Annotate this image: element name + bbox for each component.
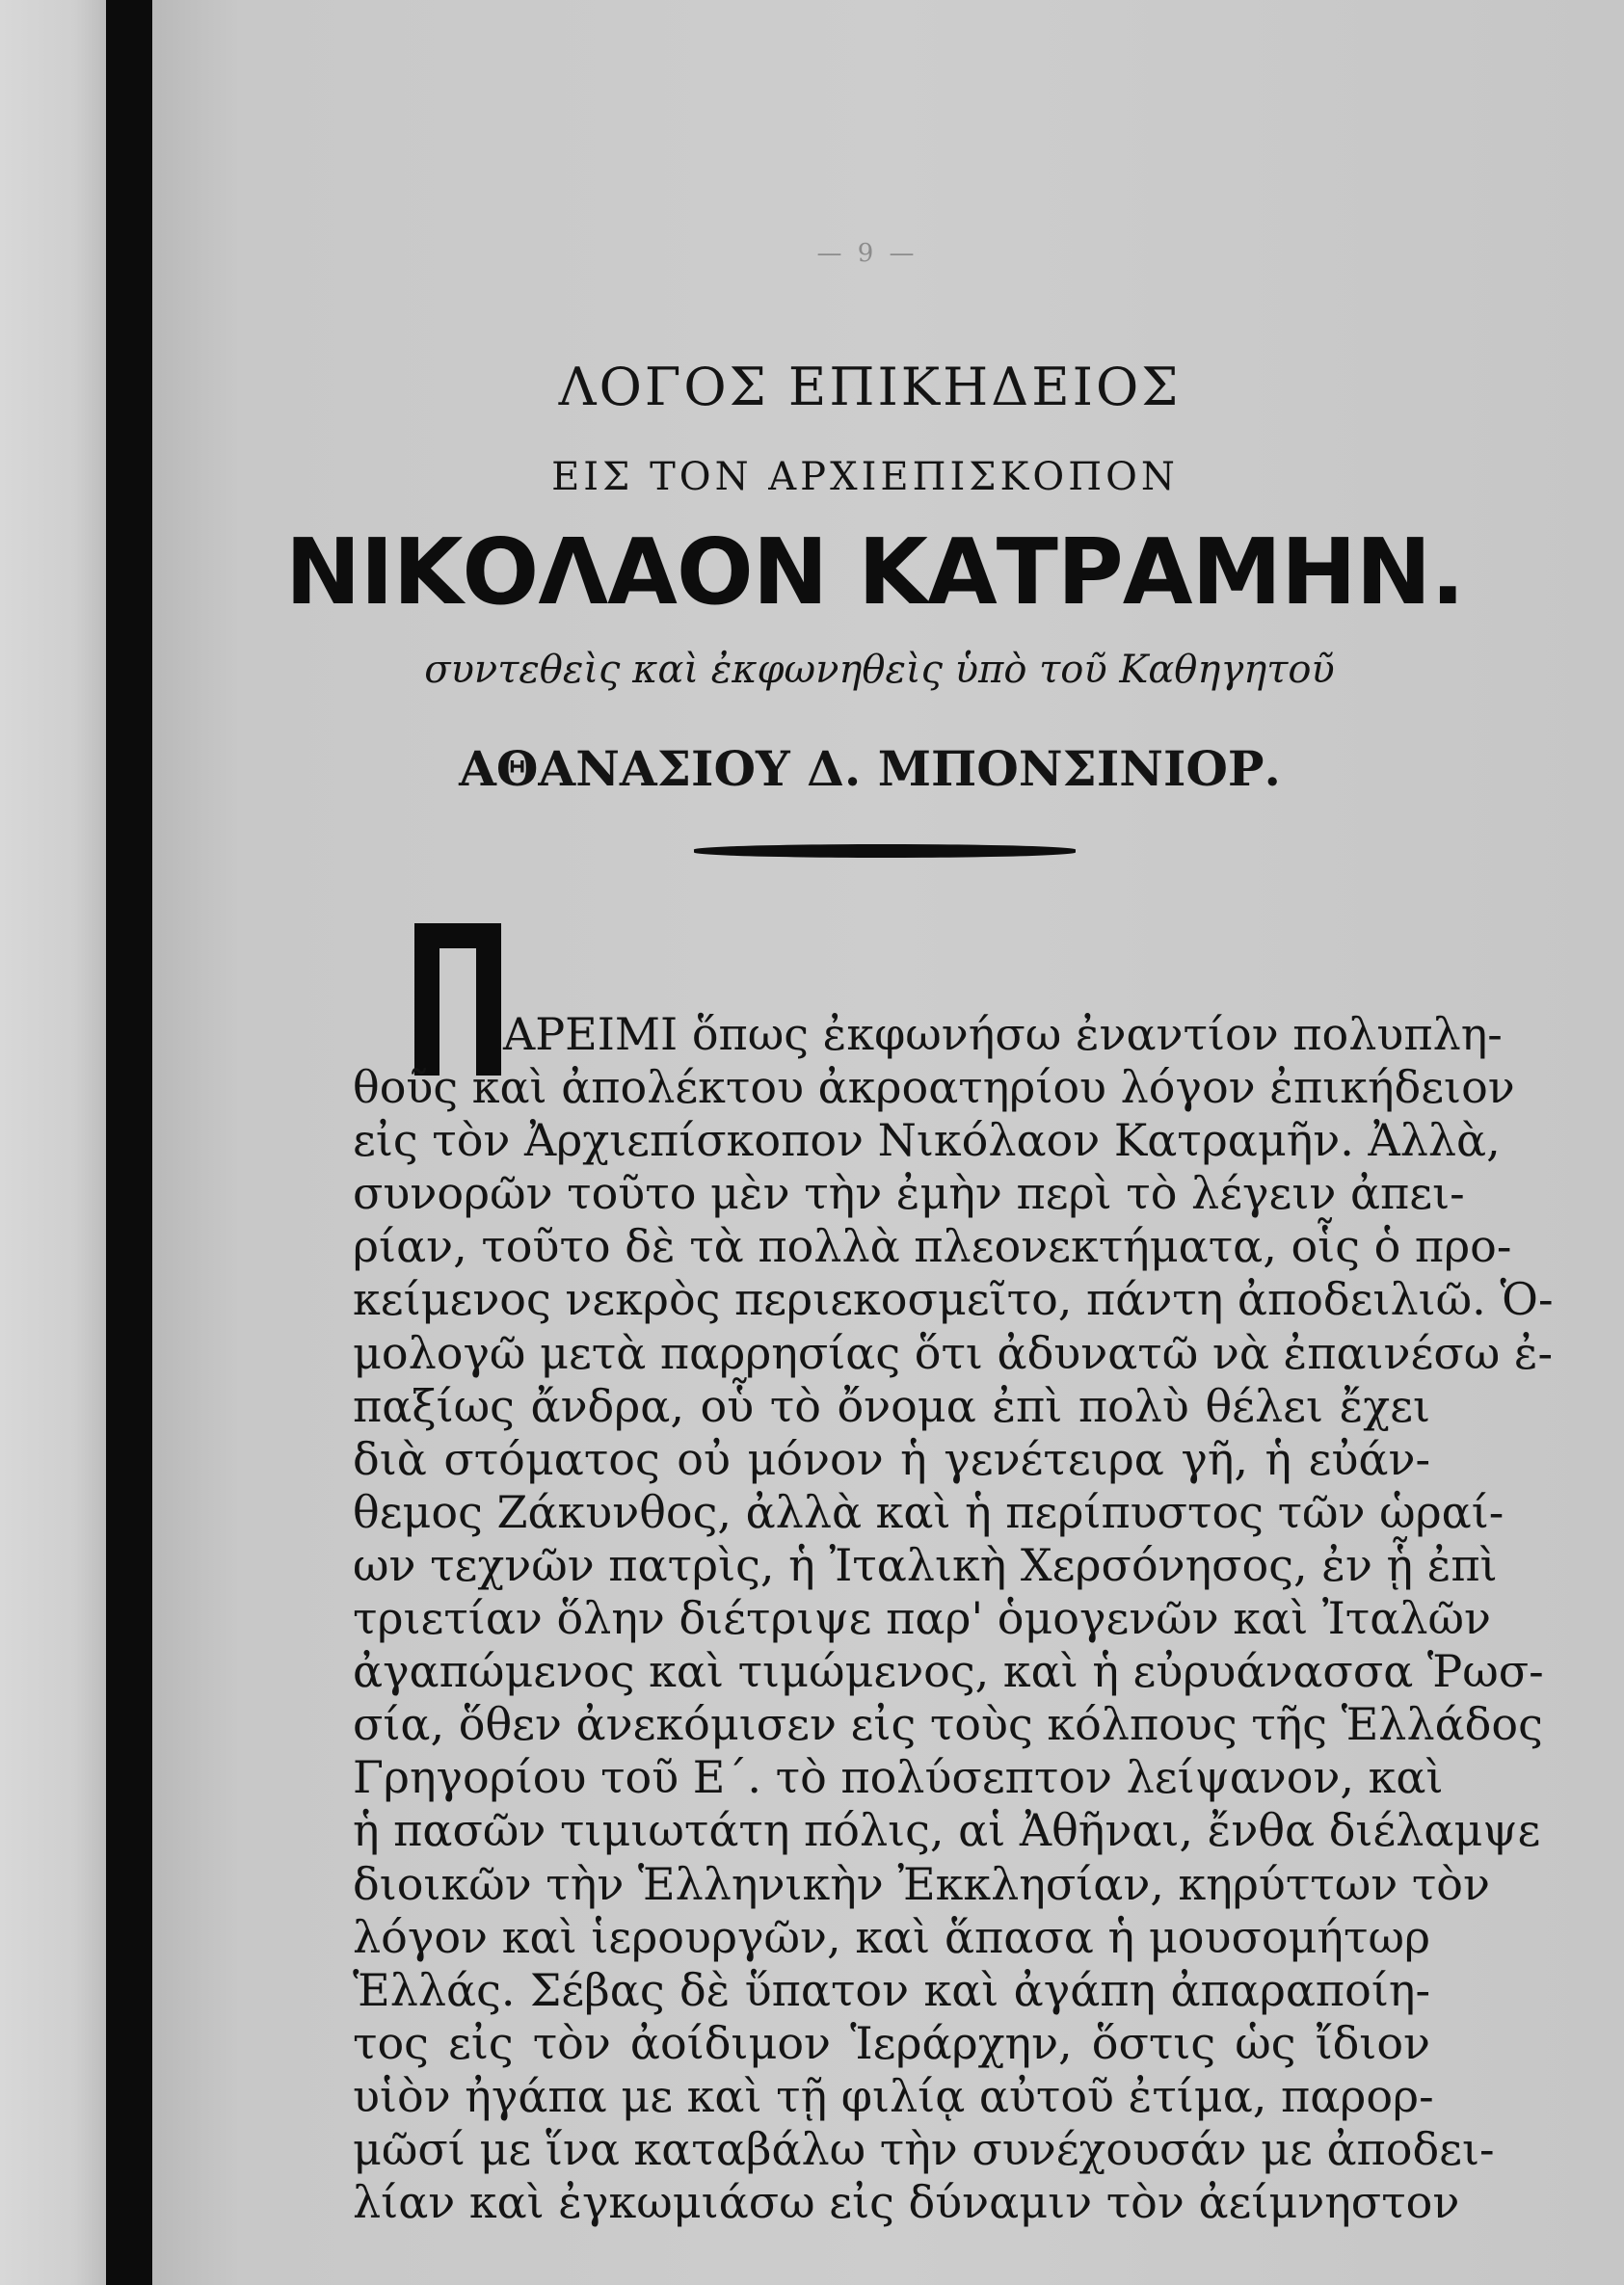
book-gutter: [106, 0, 152, 2285]
text-line: υἱὸν ἠγάπα με καὶ τῇ φιλίᾳ αὐτοῦ ἐτίμα, παρορ-: [353, 2069, 1434, 2122]
author-name: ΑΘΑΝΑΣΙΟΥ Δ. ΜΠΟΝΣΙΝΙΟΡ.: [459, 740, 1281, 797]
text-line: εἰς τὸν Ἀρχιεπίσκοπον Νικόλαον Κατραμῆν. Ἀλλὰ,: [353, 1114, 1501, 1167]
text-line: ρίαν, τοῦτο δὲ τὰ πολλὰ πλεονεκτήματα, οἷς ὁ προ-: [353, 1220, 1512, 1273]
text-line: ἀγαπώμενος καὶ τιμώμενος, καὶ ἡ εὐρυάνασσα Ῥωσ-: [353, 1645, 1544, 1698]
heading-line-2: ΕΙΣ ΤΟΝ ΑΡΧΙΕΠΙΣΚΟΠΟΝ: [551, 455, 1179, 499]
text-line: συνορῶν τοῦτο μὲν τὴν ἐμὴν περὶ τὸ λέγειν ἀπει-: [353, 1167, 1465, 1220]
text-line: παξίως ἄνδρα, οὗ τὸ ὄνομα ἐπὶ πολὺ θέλει ἔχει: [353, 1379, 1430, 1432]
text-line: ΑΡΕΙΜΙ ὅπως ἐκφωνήσω ἐναντίον πολυπλη-: [503, 1008, 1503, 1060]
text-line: θεμος Ζάκυνθος, ἀλλὰ καὶ ἡ περίπυστος τῶν ὡραί-: [353, 1485, 1504, 1538]
byline: συντεθεὶς καὶ ἐκφωνηθεὶς ὑπὸ τοῦ Καθηγητοῦ: [424, 648, 1335, 692]
text-line: τριετίαν ὅλην διέτριψε παρ' ὁμογενῶν καὶ Ἰταλῶν: [353, 1592, 1491, 1645]
scan-left-margin: [0, 0, 106, 2285]
page-number: — 9 —: [816, 239, 918, 268]
body-text: [353, 1008, 1554, 2229]
text-line: θοῦς καὶ ἀπολέκτου ἀκροατηρίου λόγον ἐπικήδειον: [353, 1061, 1515, 1114]
text-line: λίαν καὶ ἐγκωμιάσω εἰς δύναμιν τὸν ἀείμνηστον: [353, 2176, 1460, 2229]
text-line: μολογῶ μετὰ παρρησίας ὅτι ἀδυνατῶ νὰ ἐπαινέσω ἐ-: [353, 1326, 1554, 1379]
text-line: Ἑλλάς. Σέβας δὲ ὕπατον καὶ ἀγάπη ἀπαραποίη-: [353, 1963, 1430, 2016]
text-line: διοικῶν τὴν Ἑλληνικὴν Ἐκκλησίαν, κηρύττων τὸν: [353, 1857, 1490, 1910]
text-line: Γρηγορίου τοῦ Ε΄. τὸ πολύσεπτον λείψανον, καὶ: [353, 1751, 1444, 1804]
heading-name: ΝΙΚΟΛΑΟΝ ΚΑΤΡΑΜΗΝ.: [284, 520, 1465, 625]
text-line: διὰ στόματος οὐ μόνον ἡ γενέτειρα γῆ, ἡ εὐάν-: [353, 1432, 1430, 1485]
heading-line-1: ΛΟΓΟΣ ΕΠΙΚΗΔΕΙΟΣ: [558, 357, 1182, 417]
text-line: μῶσί με ἵνα καταβάλω τὴν συνέχουσάν με ἀποδει-: [353, 2122, 1495, 2175]
text-line: κείμενος νεκρὸς περιεκοσμεῖτο, πάντη ἀποδειλιῶ. Ὁ-: [353, 1273, 1554, 1326]
text-line: λόγον καὶ ἱερουργῶν, καὶ ἅπασα ἡ μουσομήτωρ: [353, 1910, 1430, 1963]
ornamental-rule: [694, 844, 1076, 858]
text-line: τος εἰς τὸν ἀοίδιμον Ἱεράρχην, ὅστις ὡς ἴδιον: [353, 2016, 1430, 2069]
text-line: ων τεχνῶν πατρὶς, ἡ Ἰταλικὴ Χερσόνησος, ἐν ᾗ ἐπὶ: [353, 1538, 1498, 1591]
text-line: ἡ πασῶν τιμιωτάτη πόλις, αἱ Ἀθῆναι, ἔνθα διέλαμψε: [353, 1804, 1541, 1857]
text-line: σία, ὅθεν ἀνεκόμισεν εἰς τοὺς κόλπους τῆς Ἑλλάδος: [353, 1698, 1543, 1751]
